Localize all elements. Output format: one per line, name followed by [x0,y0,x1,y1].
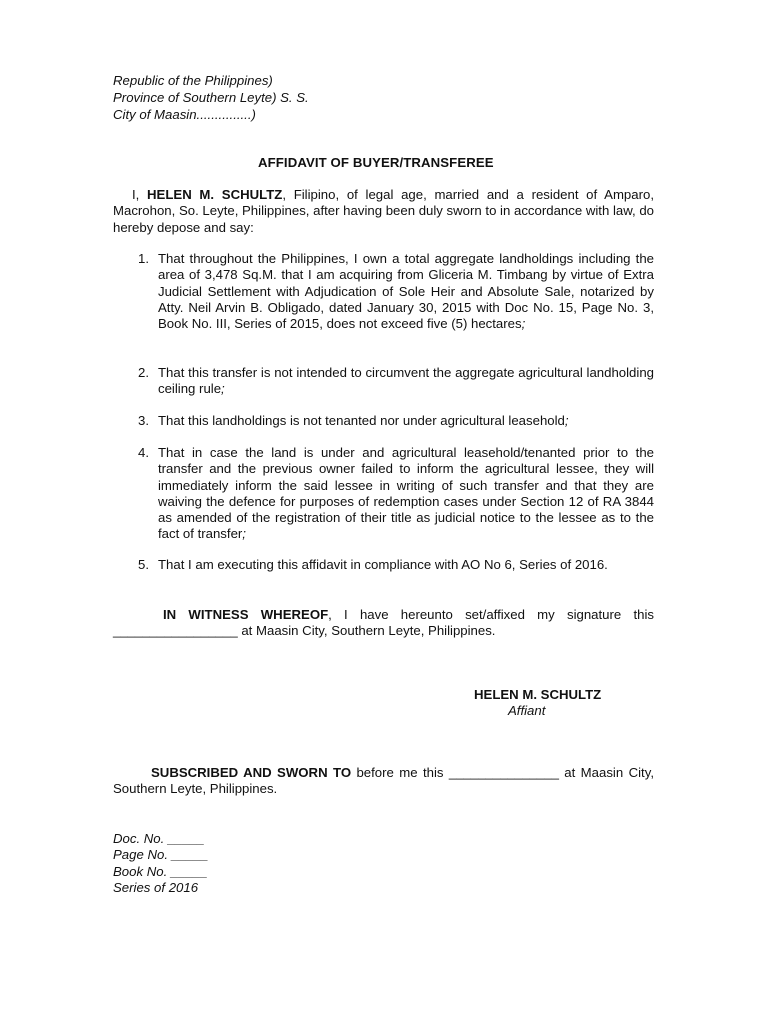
intro-prefix: I, [132,187,148,202]
list-number: 2. [138,365,149,380]
list-text-tail: ; [564,413,569,428]
list-number: 1. [138,251,149,266]
list-number: 4. [138,445,149,460]
affiant-role: Affiant [508,703,546,719]
list-number: 5. [138,557,149,572]
intro-paragraph [113,187,654,236]
venue-city: City of Maasin...............) [113,106,256,122]
venue-province: Province of Southern Leyte) S. S. [113,89,309,105]
witness-heading: IN WITNESS WHEREOF [163,607,329,622]
list-text-tail: ; [521,316,526,332]
list-text: That this transfer is not intended to circumvent the aggregate agricultural landholding ceiling rule [158,365,654,397]
document-title: AFFIDAVIT OF BUYER/TRANSFEREE [258,155,494,170]
jurat-paragraph [113,765,654,798]
jurat-text: before me this _______________ at Maasin City, Southern Leyte, Philippines. [113,765,654,797]
list-text-tail: ; [242,526,246,542]
list-text: That this landholdings is not tenanted nor under agricultural leasehold [158,413,565,428]
doc-number: Doc. No. _____ [113,831,205,846]
signature-block [474,687,601,720]
list-item-2 [113,365,654,398]
page-number: Page No. _____ [113,847,209,863]
affiant-name: HELEN M. SCHULTZ [474,687,602,702]
list-text-tail: ; [221,381,225,397]
list-item-4 [113,445,654,543]
affiant-name-inline: HELEN M. SCHULTZ [147,187,283,202]
witness-text: , I have hereunto set/affixed my signature this _________________ at Maasin City, Southern Leyte, Philippines. [113,607,654,639]
list-text: That throughout the Philippines, I own a total aggregate landholdings including the area of 3,478 Sq.M. that I am acquiring from Gliceria M. Timbang by virtue of Extra Judicial Settlement with Adjudication of Sole Heir and Absolute Sale, notarized by Atty. Neil Arvin B. Obligado, dated January 30, 2015 with Doc No. 15, Page No. 3, Book No. III, Series of 2015, does not exceed five (5) hectares [158,251,654,332]
intro-text: , Filipino, of legal age, married and a resident of Amparo, Macrohon, So. Leyte, Philippines, after having been duly sworn to in accordance with law, do hereby depose and say: [113,187,655,235]
book-number: Book No. _____ [113,863,208,879]
jurat-heading: SUBSCRIBED AND SWORN TO [151,765,352,780]
venue-block [113,73,309,123]
list-item-3 [113,413,654,429]
witness-paragraph [113,607,654,640]
list-item-5 [113,557,654,573]
venue-country: Republic of the Philippines) [113,73,273,88]
list-text: That I am executing this affidavit in compliance with AO No 6, Series of 2016. [158,557,608,572]
list-item-1 [113,251,654,332]
notarial-register [113,831,208,896]
list-number: 3. [138,413,149,428]
series-year: Series of 2016 [113,879,199,895]
list-text: That in case the land is under and agricultural leasehold/tenanted prior to the transfer and the previous owner failed to inform the agricultural lessee, they will immediately inform the said lessee in writing of such transfer and that they are waiving the defence for purposes of redemption cases under Section 12 of RA 3844 as amended of the registration of their title as judicial notice to the lessee as to the fact of transfer [158,445,654,542]
